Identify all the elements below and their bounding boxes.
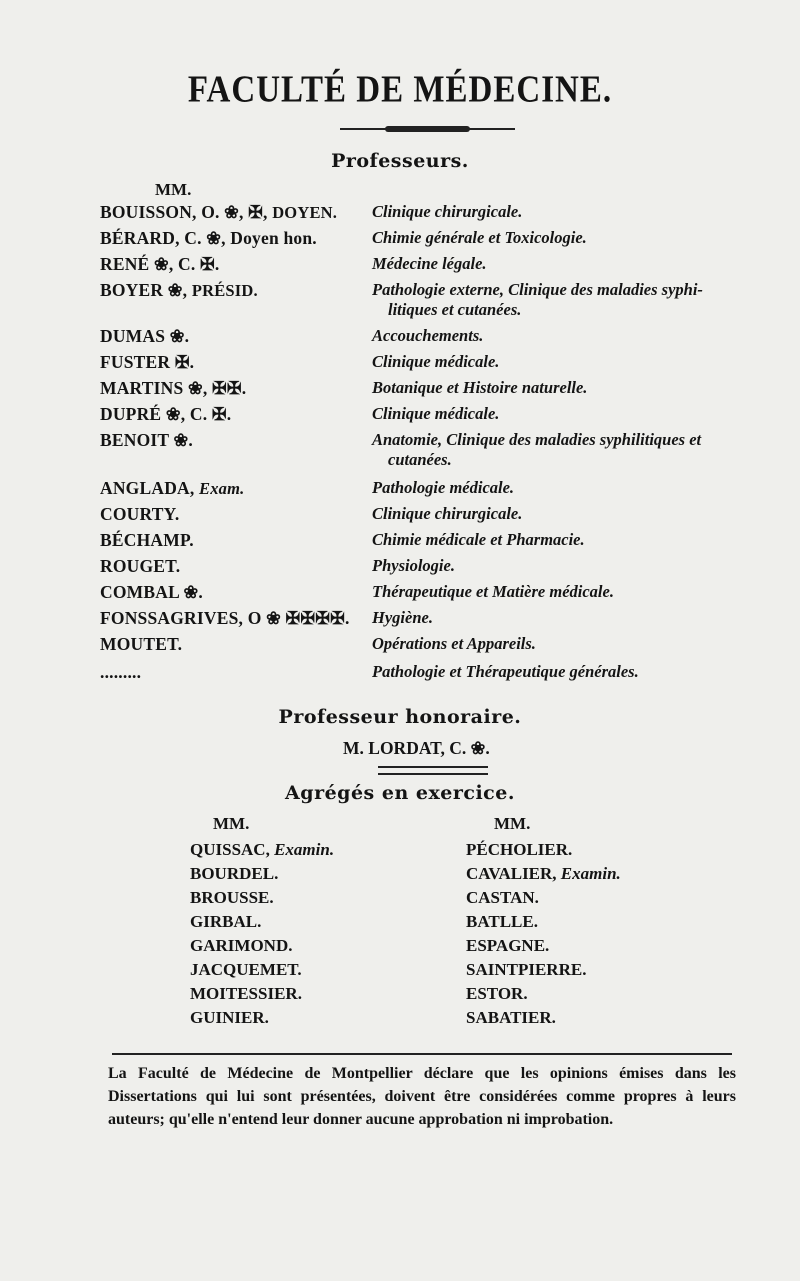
professor-name: ANGLADA, Exam. — [100, 478, 245, 498]
professor-row — [0, 378, 800, 401]
agrege-name: MOITESSIER. — [190, 984, 302, 1003]
footnote-text: La Faculté de Médecine de Montpellier déclare que les opinions émises dans les Dissertations qui lui sont présentées, doivent être considérées comme propres à leurs auteurs; qu'elle n'entend leur donner aucune approbation ni improbation. — [108, 1065, 736, 1128]
professor-name: MOUTET. — [100, 634, 183, 654]
professor-chair: Opérations et Appareils. — [372, 634, 536, 653]
examiner-mark: Examin. — [560, 864, 621, 883]
professor-title: DOYEN. — [272, 203, 338, 222]
agrege-name: SAINTPIERRE. — [466, 960, 587, 979]
agrege-name: CAVALIER, Examin. — [466, 864, 621, 883]
professor-row — [0, 430, 800, 469]
professor-row — [0, 556, 800, 579]
professor-row — [0, 404, 800, 427]
agreges-heading: Agrégés en exercice. — [285, 782, 515, 804]
professor-chair: Thérapeutique et Matière médicale. — [372, 582, 614, 601]
page-title: FACULTÉ DE MÉDECINE. — [187, 69, 613, 111]
professor-row — [0, 634, 800, 657]
professor-row — [0, 662, 800, 685]
agrege-name: ESPAGNE. — [466, 936, 550, 955]
professor-name: ......... — [100, 662, 142, 682]
professor-chair-continued: cutanées. — [388, 450, 452, 469]
professor-row — [0, 326, 800, 349]
professor-name: RENÉ ❀, C. ✠. — [100, 254, 220, 274]
professors-mm-label: MM. — [155, 180, 192, 199]
professor-row — [0, 582, 800, 605]
professors-heading: Professeurs. — [331, 150, 469, 172]
agrege-name: SABATIER. — [466, 1008, 556, 1027]
professor-chair: Pathologie externe, Clinique des maladies syphi- — [372, 280, 703, 299]
section-divider — [378, 766, 488, 775]
professor-row — [0, 228, 800, 251]
footnote-rule — [112, 1053, 732, 1055]
professor-chair: Clinique médicale. — [372, 404, 500, 423]
professor-chair-continued: litiques et cutanées. — [388, 300, 522, 319]
agrege-name: GIRBAL. — [190, 912, 262, 931]
professor-name: ROUGET. — [100, 556, 181, 576]
professor-name: BÉCHAMP. — [100, 530, 194, 550]
professor-name: COMBAL ❀. — [100, 582, 203, 602]
professor-row — [0, 504, 800, 527]
agreges-mm-left: MM. — [213, 814, 250, 833]
agrege-name: GUINIER. — [190, 1008, 269, 1027]
professor-name: DUPRÉ ❀, C. ✠. — [100, 404, 232, 424]
agrege-name: QUISSAC, Examin. — [190, 840, 335, 859]
professor-chair: Hygiène. — [372, 608, 433, 627]
professor-chair: Pathologie et Thérapeutique générales. — [372, 662, 639, 681]
professor-chair: Accouchements. — [372, 326, 484, 345]
professor-chair: Botanique et Histoire naturelle. — [372, 378, 588, 397]
professor-row — [0, 254, 800, 277]
professor-chair: Physiologie. — [372, 556, 455, 575]
agreges-mm-right: MM. — [494, 814, 531, 833]
professor-chair: Clinique chirurgicale. — [372, 202, 523, 221]
professor-title: Exam. — [199, 479, 245, 498]
agrege-name: ESTOR. — [466, 984, 528, 1003]
professor-name: BÉRARD, C. ❀, Doyen hon. — [100, 228, 317, 248]
agrege-name: CASTAN. — [466, 888, 539, 907]
professor-row — [0, 478, 800, 501]
professor-row — [0, 530, 800, 553]
professor-chair: Chimie médicale et Pharmacie. — [372, 530, 585, 549]
professor-chair: Pathologie médicale. — [372, 478, 515, 497]
honorary-heading: Professeur honoraire. — [278, 706, 522, 728]
professor-row — [0, 280, 800, 319]
professor-chair: Clinique chirurgicale. — [372, 504, 523, 523]
professor-name: FUSTER ✠. — [100, 352, 195, 372]
professor-name: FONSSAGRIVES, O ❀ ✠✠✠✠. — [100, 608, 350, 628]
professor-chair: Anatomie, Clinique des maladies syphilitiques et — [372, 430, 702, 449]
professor-row — [0, 202, 800, 225]
agrege-name: BATLLE. — [466, 912, 538, 931]
agrege-name: GARIMOND. — [190, 936, 293, 955]
professor-name: BENOIT ❀. — [100, 430, 193, 450]
agrege-name: PÉCHOLIER. — [466, 840, 573, 859]
professor-chair: Médecine légale. — [372, 254, 487, 273]
agrege-name: BOURDEL. — [190, 864, 279, 883]
professor-name: MARTINS ❀, ✠✠. — [100, 378, 247, 398]
title-ornament — [340, 126, 515, 132]
professor-title: PRÉSID. — [191, 281, 258, 300]
professor-row — [0, 608, 800, 631]
professor-row — [0, 352, 800, 375]
professor-name: BOUISSON, O. ❀, ✠, DOYEN. — [100, 202, 338, 222]
honorary-name: M. LORDAT, C. ❀. — [343, 738, 490, 758]
professor-chair: Clinique médicale. — [372, 352, 500, 371]
professor-name: BOYER ❀, PRÉSID. — [100, 280, 258, 300]
agrege-name: BROUSSE. — [190, 888, 274, 907]
agrege-name: JACQUEMET. — [190, 960, 302, 979]
examiner-mark: Examin. — [274, 840, 335, 859]
professor-chair: Chimie générale et Toxicologie. — [372, 228, 587, 247]
professor-name: DUMAS ❀. — [100, 326, 190, 346]
professor-name: COURTY. — [100, 504, 180, 524]
